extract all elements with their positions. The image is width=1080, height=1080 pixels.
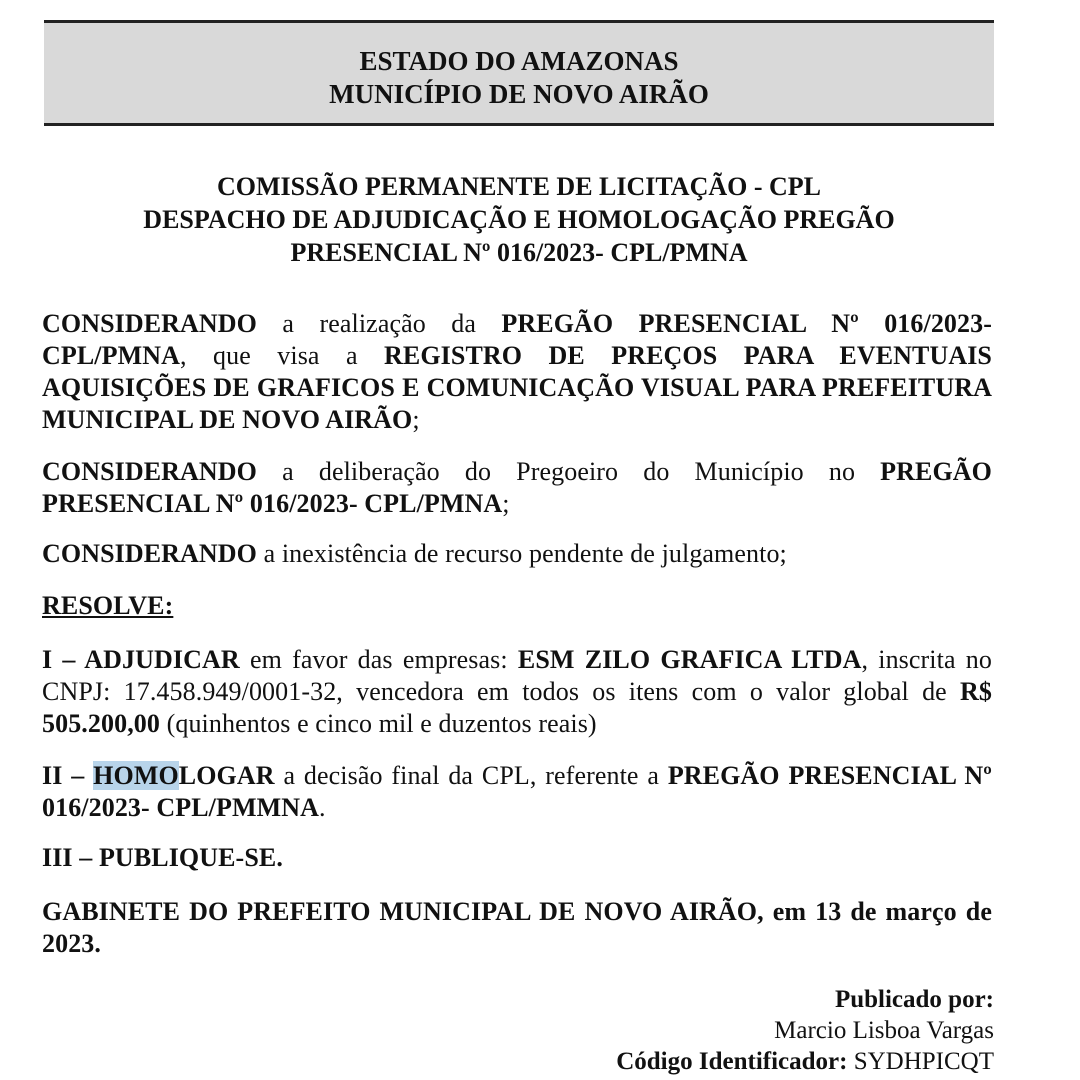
resolve-heading [42,590,992,622]
title-line-2: DESPACHO DE ADJUDICAÇÃO E HOMOLOGAÇÃO PREGÃO [143,205,895,234]
text: a decisão final da CPL, referente a [274,761,668,790]
lead-word: II – [42,761,94,790]
text: em favor das empresas: [239,645,518,674]
paragraph-considerando-2 [42,456,992,520]
bold-text: PREGÃO PRESENCIAL Nº 016/2023- CPL/PMNA [42,309,992,370]
company-name: ESM ZILO GRAFICA LTDA [517,645,862,674]
identifier-label: Código Identificador: [616,1048,848,1075]
document-title [44,170,994,269]
paragraph-adjudicar [42,644,992,740]
text: , inscrita no CNPJ: 17.458.949/0001-32, vencedora em todos os itens com o valor global de [42,645,992,706]
paragraph-publique [42,842,992,874]
office-name: GABINETE DO PREFEITO MUNICIPAL DE NOVO AIRÃO [42,897,758,926]
lead-word: LOGAR [178,761,275,790]
date-text: , em 13 de março de 2023. [42,897,992,958]
lead-word: CONSIDERANDO [42,457,258,486]
paragraph-considerando-3 [42,538,992,570]
paragraph-homologar [42,760,992,824]
text: , que visa a [180,341,385,370]
header-municipality: MUNICÍPIO DE NOVO AIRÃO [329,79,709,109]
bold-text: REGISTRO DE PREÇOS PARA EVENTUAIS AQUISIÇÕES DE GRAFICOS E COMUNICAÇÃO VISUAL PARA PREFEITURA MUNICIPAL DE NOVO AIRÃO [42,341,992,434]
lead-word: CONSIDERANDO [42,309,258,338]
publique-text: III – PUBLIQUE-SE. [42,843,283,872]
paragraph-gabinete [42,896,992,960]
resolve-label: RESOLVE: [42,591,174,620]
identifier-code: SYDHPICQT [853,1048,994,1075]
highlighted-text[interactable]: HOMO [93,761,179,790]
text: a inexistência de recurso pendente de julgamento; [257,539,787,568]
text: . [319,793,326,822]
bold-text: PREGÃO PRESENCIAL Nº 016/2023- CPL/PMNA [42,457,992,518]
global-value: R$ 505.200,00 [42,677,992,738]
title-line-3: PRESENCIAL Nº 016/2023- CPL/PMNA [290,238,748,267]
text: a realização da [257,309,502,338]
publisher-name: Marcio Lisboa Vargas [774,1017,994,1044]
header-state: ESTADO DO AMAZONAS [359,46,679,76]
text: ; [412,405,420,434]
title-line-1: COMISSÃO PERMANENTE DE LICITAÇÃO - CPL [216,172,822,201]
identifier-line [616,1046,994,1077]
published-by-label: Publicado por: [834,986,994,1013]
text: (quinhentos e cinco mil e duzentos reais) [160,709,597,738]
text: a deliberação do Pregoeiro do Município no [257,457,881,486]
signature-block [616,984,994,1077]
lead-word: CONSIDERANDO [42,539,258,568]
lead-word: I – ADJUDICAR [42,645,240,674]
bold-text: PREGÃO PRESENCIAL Nº 016/2023- CPL/PMMNA [42,761,992,822]
text: ; [502,489,510,518]
paragraph-considerando-1 [42,308,992,436]
document-header [44,20,994,126]
